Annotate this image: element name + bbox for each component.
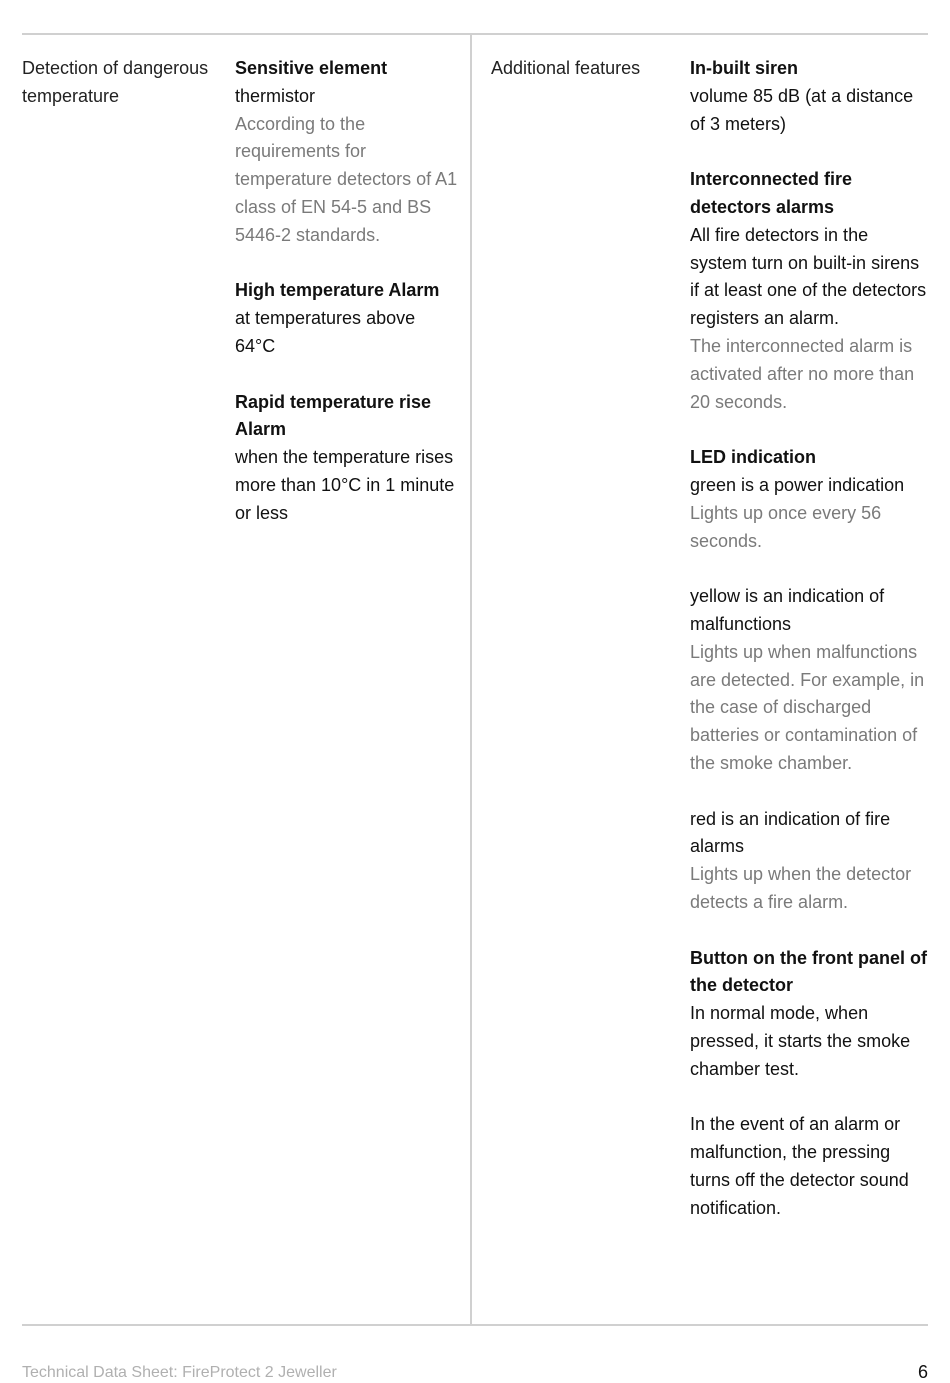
page-number: 6	[917, 1362, 928, 1382]
spec-block-interconnected-alarms	[690, 166, 930, 416]
spec-value: In the event of an alarm or malfunction, the pressing turns off the detector sound notification.	[690, 1114, 909, 1218]
spec-value: at temperatures above 64°C	[235, 308, 416, 356]
spec-value: red is an indication of fire alarms	[690, 808, 891, 857]
additional-features-details	[690, 55, 930, 1222]
spec-block-front-button	[690, 945, 930, 1084]
spec-title: In-built siren	[690, 58, 798, 78]
spec-block-sensitive-element	[235, 55, 460, 250]
spec-title: LED indication	[690, 447, 816, 468]
spec-title: Rapid temperature rise Alarm	[235, 391, 432, 440]
spec-value: green is a power indication	[690, 474, 905, 495]
spec-value: All fire detectors in the system turn on built-in sirens if at least one of the detectors registers an alarm.	[690, 224, 927, 329]
spec-value: yellow is an indication of malfunctions	[690, 586, 885, 634]
additional-features-label: Additional features	[491, 58, 641, 78]
spec-note: Lights up once every 56 seconds.	[690, 502, 882, 551]
spec-note: Lights up when the detector detects a fire alarm.	[690, 864, 912, 912]
table-bottom-rule	[22, 1324, 928, 1326]
spec-block-led-green	[690, 444, 930, 555]
spec-title: High temperature Alarm	[235, 280, 440, 301]
spec-block-rapid-rise-alarm	[235, 389, 460, 528]
detection-temperature-details	[235, 55, 460, 528]
spec-note: The interconnected alarm is activated after no more than 20 seconds.	[690, 335, 915, 412]
column-divider	[470, 35, 472, 1324]
spec-value: In normal mode, when pressed, it starts the smoke chamber test.	[690, 1003, 911, 1079]
spec-block-front-button-alarm-mode	[690, 1111, 930, 1222]
spec-block-high-temperature-alarm	[235, 277, 460, 360]
spec-title: Button on the front panel of the detector	[690, 947, 927, 996]
spec-note: Lights up when malfunctions are detected. For example, in the case of discharged batteries or contamination of the smoke chamber.	[690, 641, 925, 773]
spec-title: Sensitive element	[235, 58, 388, 78]
footer-document-title: Technical Data Sheet: FireProtect 2 Jeweller	[22, 1364, 337, 1381]
spec-block-led-red	[690, 806, 930, 917]
spec-value: volume 85 dB (at a distance of 3 meters)	[690, 85, 914, 134]
detection-temperature-label: Detection of dangerous temperature	[22, 58, 209, 106]
table-top-rule	[22, 33, 928, 35]
spec-block-in-built-siren	[690, 55, 930, 138]
spec-value: when the temperature rises more than 10°C in 1 minute or less	[235, 447, 455, 523]
spec-block-led-yellow	[690, 583, 930, 778]
spec-title: Interconnected fire detectors alarms	[690, 169, 853, 217]
spec-note: According to the requirements for temperature detectors of A1 class of EN 54-5 and BS 5446-2 standards.	[235, 113, 458, 245]
spec-value: thermistor	[235, 85, 316, 106]
